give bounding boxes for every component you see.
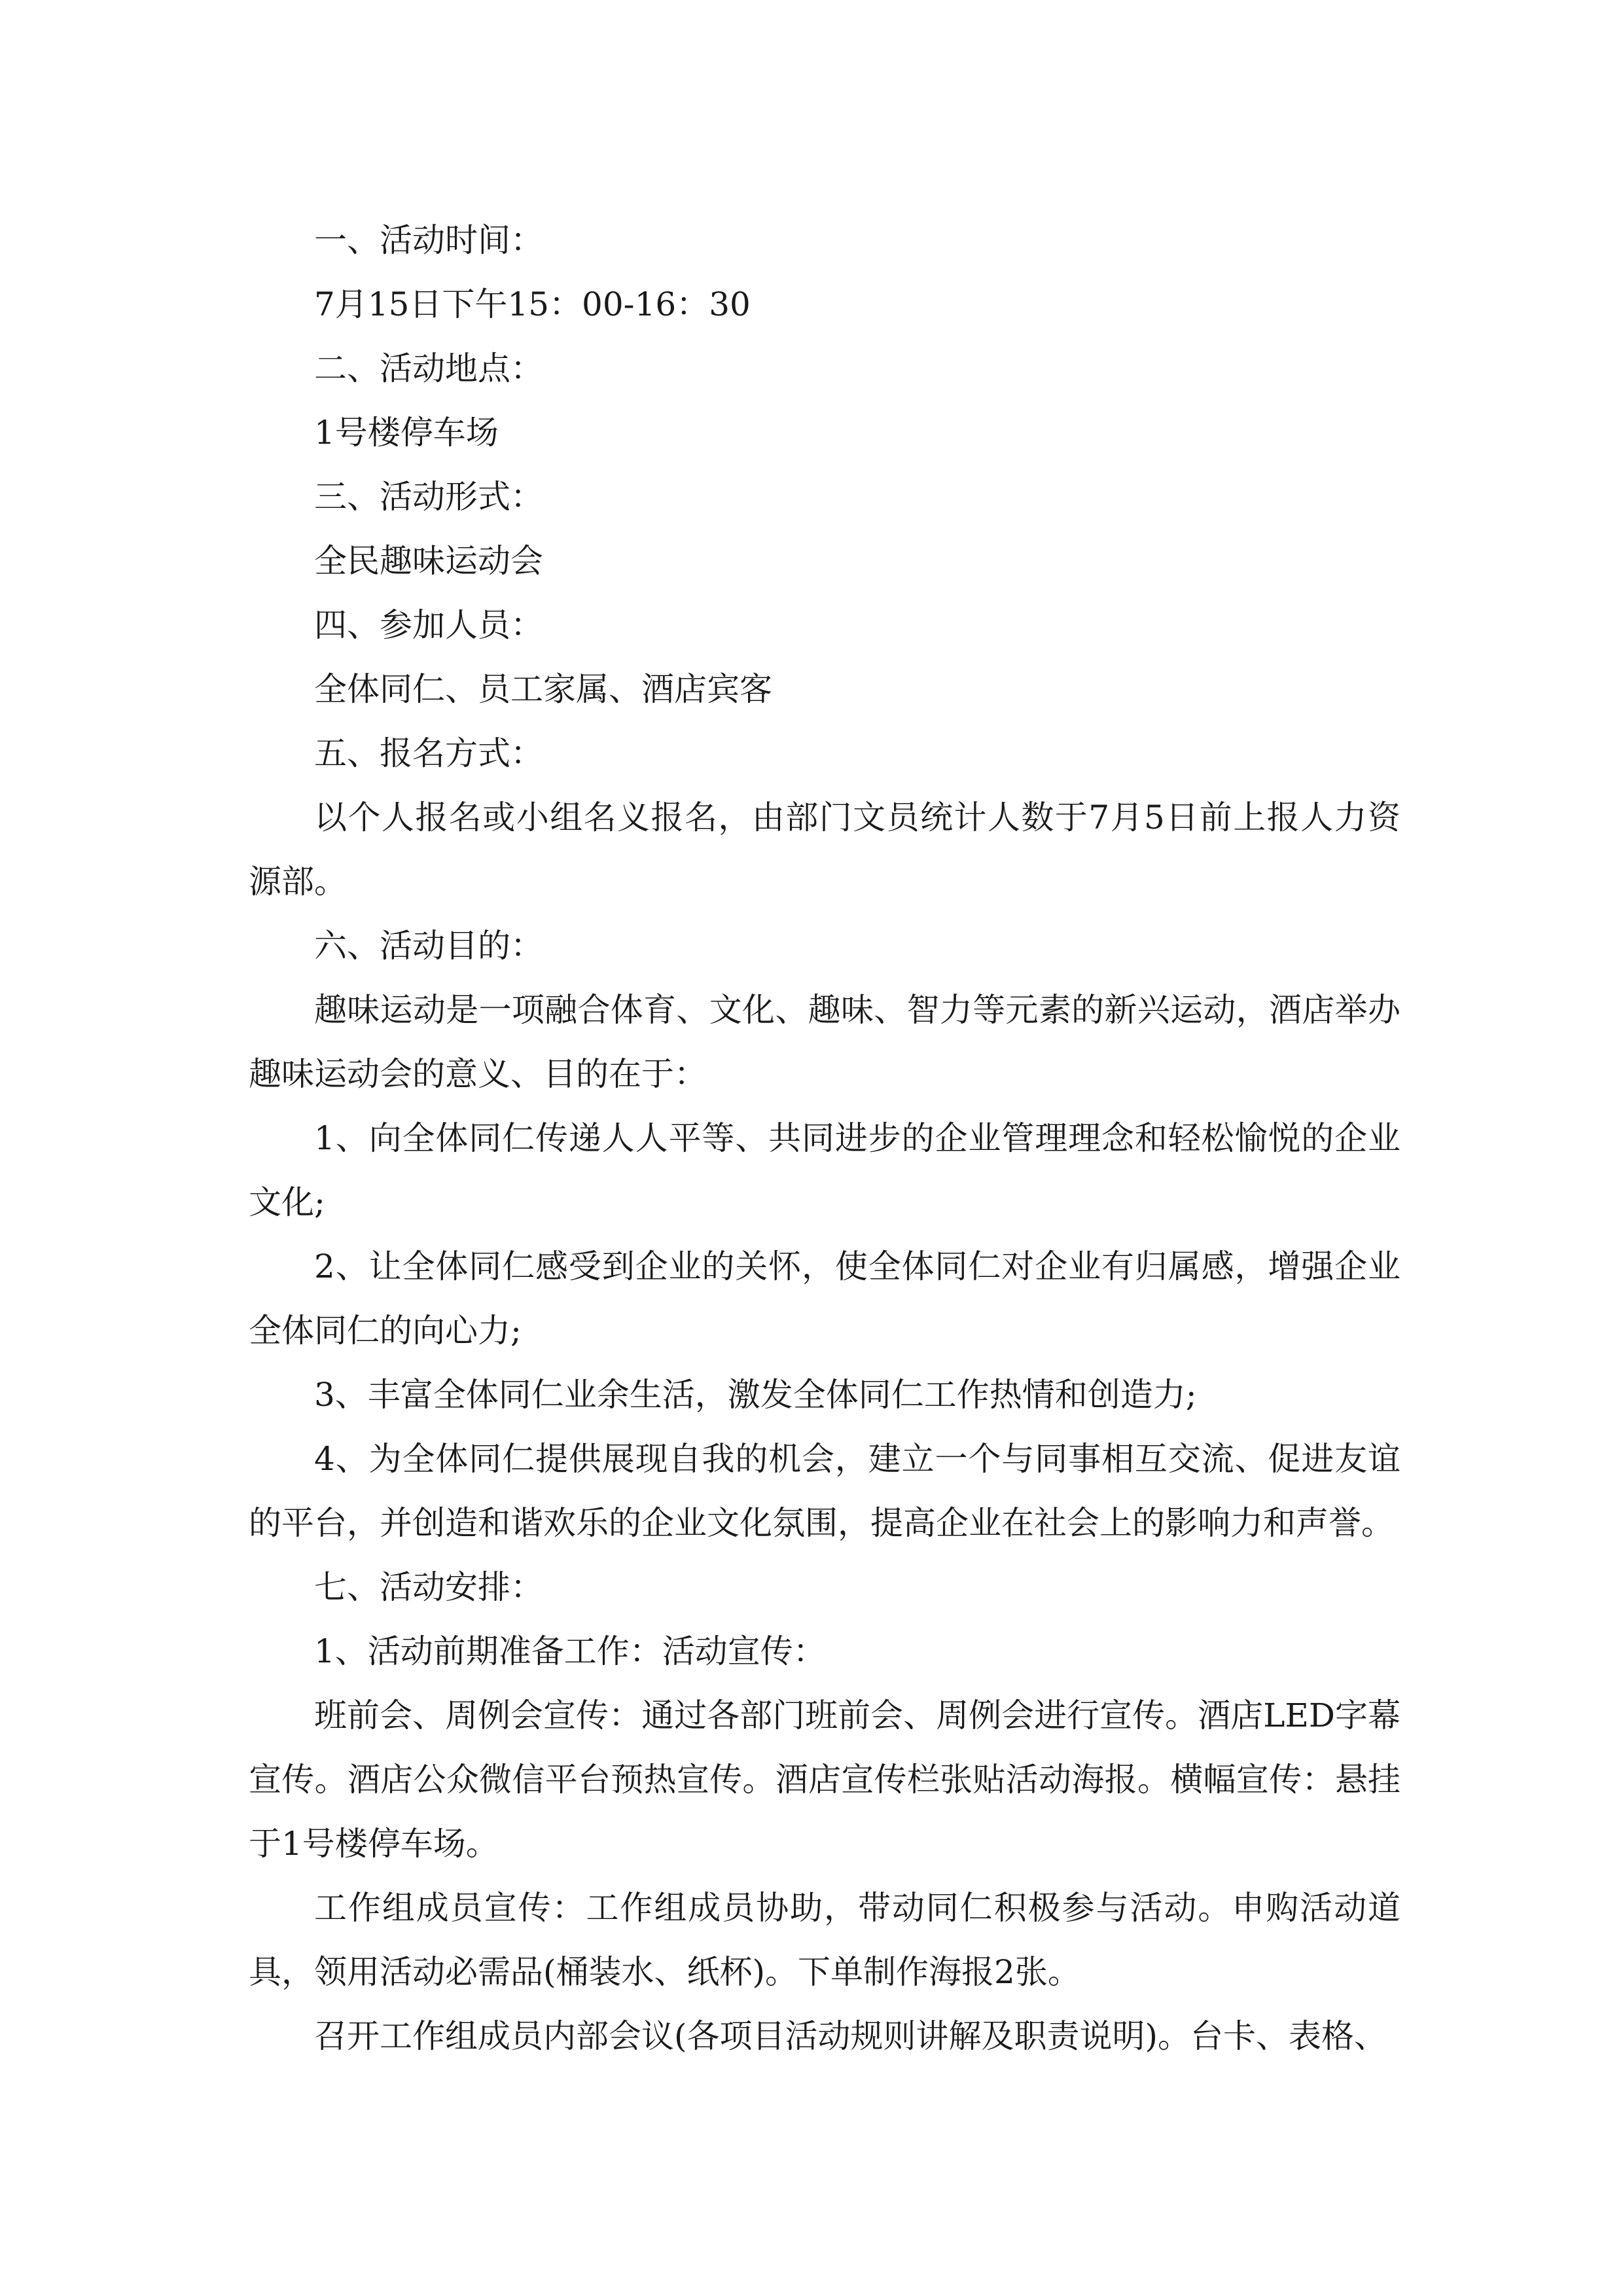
team-promotion-paragraph: 工作组成员宣传：工作组成员协助，带动同仁积极参与活动。申购活动道具，领用活动必需品(桶装水、纸杯)。下单制作海报2张。 [249, 1889, 1400, 1991]
meeting-paragraph: 召开工作组成员内部会议(各项目活动规则讲解及职责说明)。台卡、表格、 [314, 2017, 1387, 2055]
purpose-intro: 趣味运动是一项融合体育、文化、趣味、智力等元素的新兴运动，酒店举办趣味运动会的意义、目的在于： [249, 991, 1400, 1093]
activity-location-value: 1号楼停车场 [314, 414, 499, 452]
heading-activity-time: 一、活动时间： [314, 221, 543, 259]
heading-registration: 五、报名方式： [314, 734, 543, 772]
document-body [249, 208, 1400, 2068]
participants-value: 全体同仁、员工家属、酒店宾客 [314, 670, 772, 708]
purpose-item-4: 4、为全体同仁提供展现自我的机会，建立一个与同事相互交流、促进友谊的平台，并创造和谐欢乐的企业文化氛围，提高企业在社会上的影响力和声誉。 [249, 1440, 1400, 1542]
purpose-item-3: 3、丰富全体同仁业余生活，激发全体同仁工作热情和创造力; [314, 1376, 1197, 1414]
arrangement-step-1: 1、活动前期准备工作：活动宣传： [314, 1632, 826, 1670]
heading-activity-location: 二、活动地点： [314, 350, 543, 387]
heading-arrangement: 七、活动安排： [314, 1568, 543, 1606]
registration-value: 以个人报名或小组名义报名，由部门文员统计人数于7月5日前上报人力资源部。 [249, 798, 1400, 901]
heading-purpose: 六、活动目的： [314, 927, 543, 965]
promotion-paragraph: 班前会、周例会宣传：通过各部门班前会、周例会进行宣传。酒店LED字幕宣传。酒店公众微信平台预热宣传。酒店宣传栏张贴活动海报。横幅宣传：悬挂于1号楼停车场。 [249, 1696, 1400, 1863]
heading-participants: 四、参加人员： [314, 606, 543, 644]
activity-format-value: 全民趣味运动会 [314, 542, 543, 580]
purpose-item-2: 2、让全体同仁感受到企业的关怀，使全体同仁对企业有归属感，增强企业全体同仁的向心力; [249, 1247, 1400, 1350]
activity-time-value: 7月15日下午15：00-16：30 [314, 285, 751, 323]
heading-activity-format: 三、活动形式： [314, 478, 543, 516]
purpose-item-1: 1、向全体同仁传递人人平等、共同进步的企业管理理念和轻松愉悦的企业文化; [249, 1119, 1400, 1221]
